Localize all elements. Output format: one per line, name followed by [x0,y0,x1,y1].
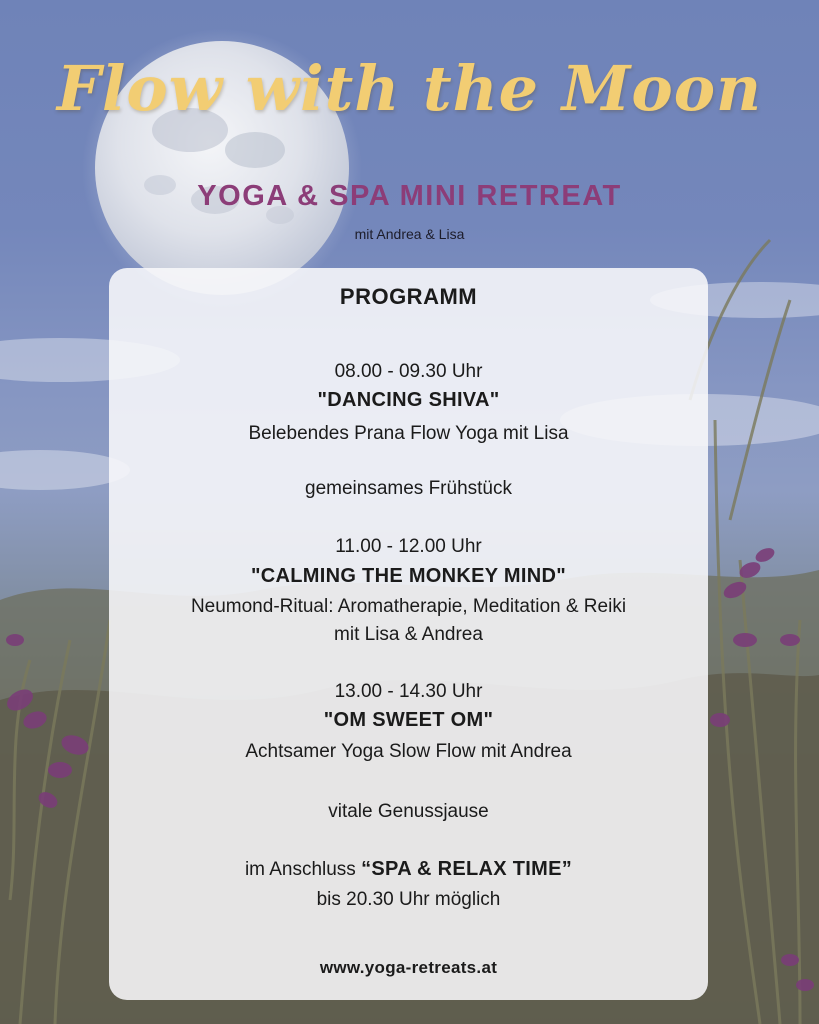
retreat-title: Flow with the Moon [56,52,763,125]
spa-name: “SPA & RELAX TIME” [361,858,573,880]
session-1-name: "DANCING SHIVA" [317,389,500,411]
snack-break: vitale Genussjause [328,801,489,822]
session-2-description-line2: mit Lisa & Andrea [334,624,483,645]
session-3-name: "OM SWEET OM" [323,709,494,731]
session-2-description-line1: Neumond-Ritual: Aromatherapie, Meditation & Reiki [190,596,627,617]
session-2-name: "CALMING THE MONKEY MIND" [251,565,566,587]
retreat-subtitle: YOGA & SPA MINI RETREAT [197,180,622,212]
session-1-description: Belebendes Prana Flow Yoga mit Lisa [248,423,569,444]
session-3-description: Achtsamer Yoga Slow Flow mit Andrea [245,741,572,762]
program-heading: PROGRAMM [339,284,478,309]
session-3-time: 13.00 - 14.30 Uhr [334,681,483,702]
spa-prefix: im Anschluss [244,859,362,880]
hosts-line: mit Andrea & Lisa [354,226,465,242]
spa-note: bis 20.30 Uhr möglich [316,889,501,910]
program-card [109,268,708,1000]
breakfast-break: gemeinsames Frühstück [305,478,512,499]
spa-line [109,858,708,881]
session-2-time: 11.00 - 12.00 Uhr [335,536,482,557]
website-link[interactable]: www.yoga-retreats.at [319,958,498,977]
session-1-time: 08.00 - 09.30 Uhr [334,361,483,382]
